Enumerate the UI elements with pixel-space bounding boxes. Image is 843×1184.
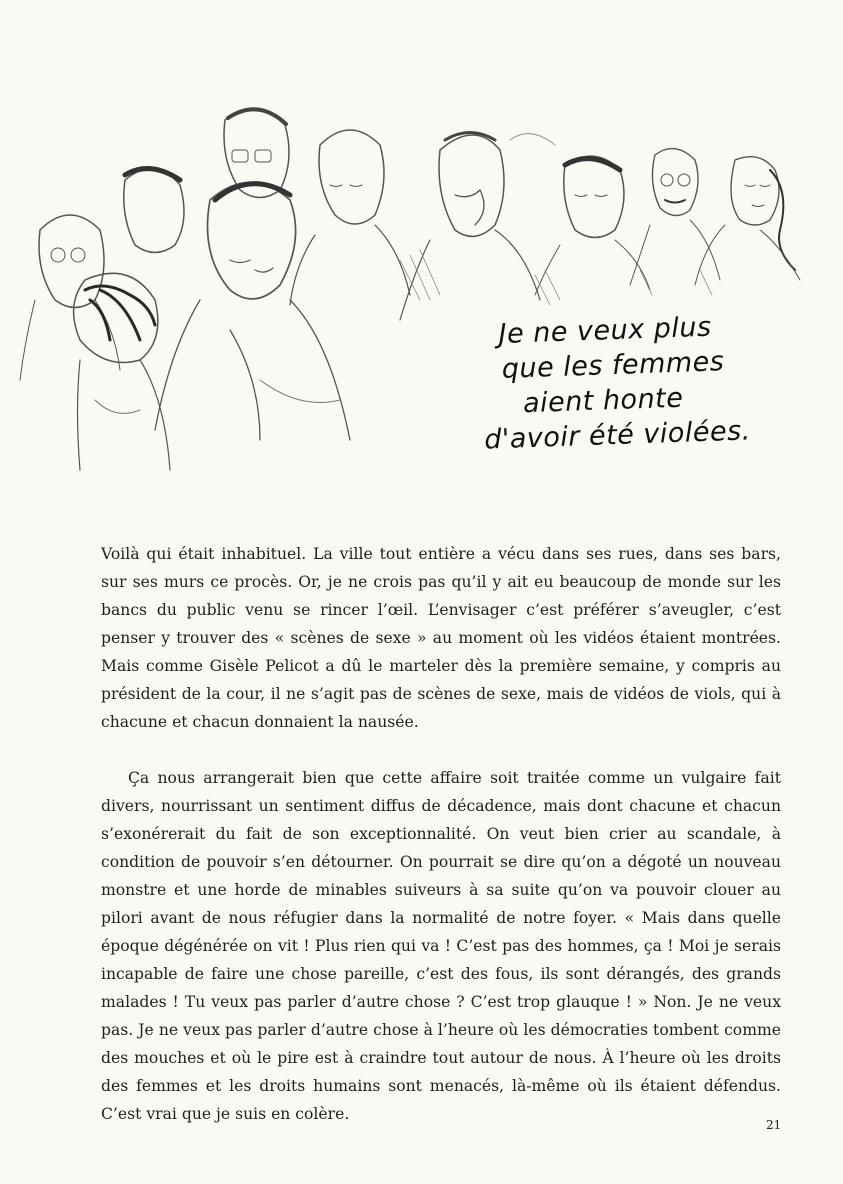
paragraph-1: Voilà qui était inhabituel. La ville tout entière a vécu dans ses rues, dans ses bars, sur ses murs ce procès. Or, je ne crois pas qu’il y ait eu beaucoup de monde sur les bancs du public venu se rincer l’œil. L’envisager c’est préférer s’aveugler, c’est penser y trouver des « scènes de sexe » au moment où les vidéos étaient montrées. Mais comme Gisèle Pelicot a dû le marteler dès la première semaine, y compris au président de la cour, il ne s’agit pas de scènes de sexe, mais de vidéos de viols, qui à chacune et chacun donnaient la nausée.: [101, 545, 781, 731]
caption-line-4: d'avoir été violées.: [483, 415, 752, 456]
caption-line-2: que les femmes: [501, 346, 725, 385]
handwritten-caption: [470, 308, 775, 458]
body-text: [101, 540, 781, 1128]
caption-line-1: Je ne veux plus: [498, 311, 713, 351]
page-number: 21: [766, 1118, 782, 1132]
paragraph-2: Ça nous arrangerait bien que cette affaire soit traitée comme un vulgaire fait divers, nourrissant un sentiment diffus de décadence, mais dont chacune et chacun s’exonérerait du fait de son exceptionnalité. On veut bien crier au scandale, à condition de pouvoir s’en détourner. On pourrait se dire qu’on a dégoté un nouveau monstre et une horde de minables suiveurs à sa suite qu’on va pouvoir clouer au pilori avant de nous réfugier dans la normalité de notre foyer. « Mais dans quelle époque dégénérée on vit ! Plus rien qui va ! C’est pas des hommes, ça ! Moi je serais incapable de faire une chose pareille, c’est des fous, ils sont dérangés, des grands malades ! Tu veux pas parler d’autre chose ? C’est trop glauque ! » Non. Je ne veux pas. Je ne veux pas parler d’autre chose à l’heure où les démocraties tombent comme des mouches et où le pire est à craindre tout autour de nous. À l’heure où les droits des femmes et les droits humains sont menacés, là-même où ils étaient défendus. C’est vrai que je suis en colère.: [101, 769, 781, 1123]
caption-line-3: aient honte: [522, 382, 684, 420]
